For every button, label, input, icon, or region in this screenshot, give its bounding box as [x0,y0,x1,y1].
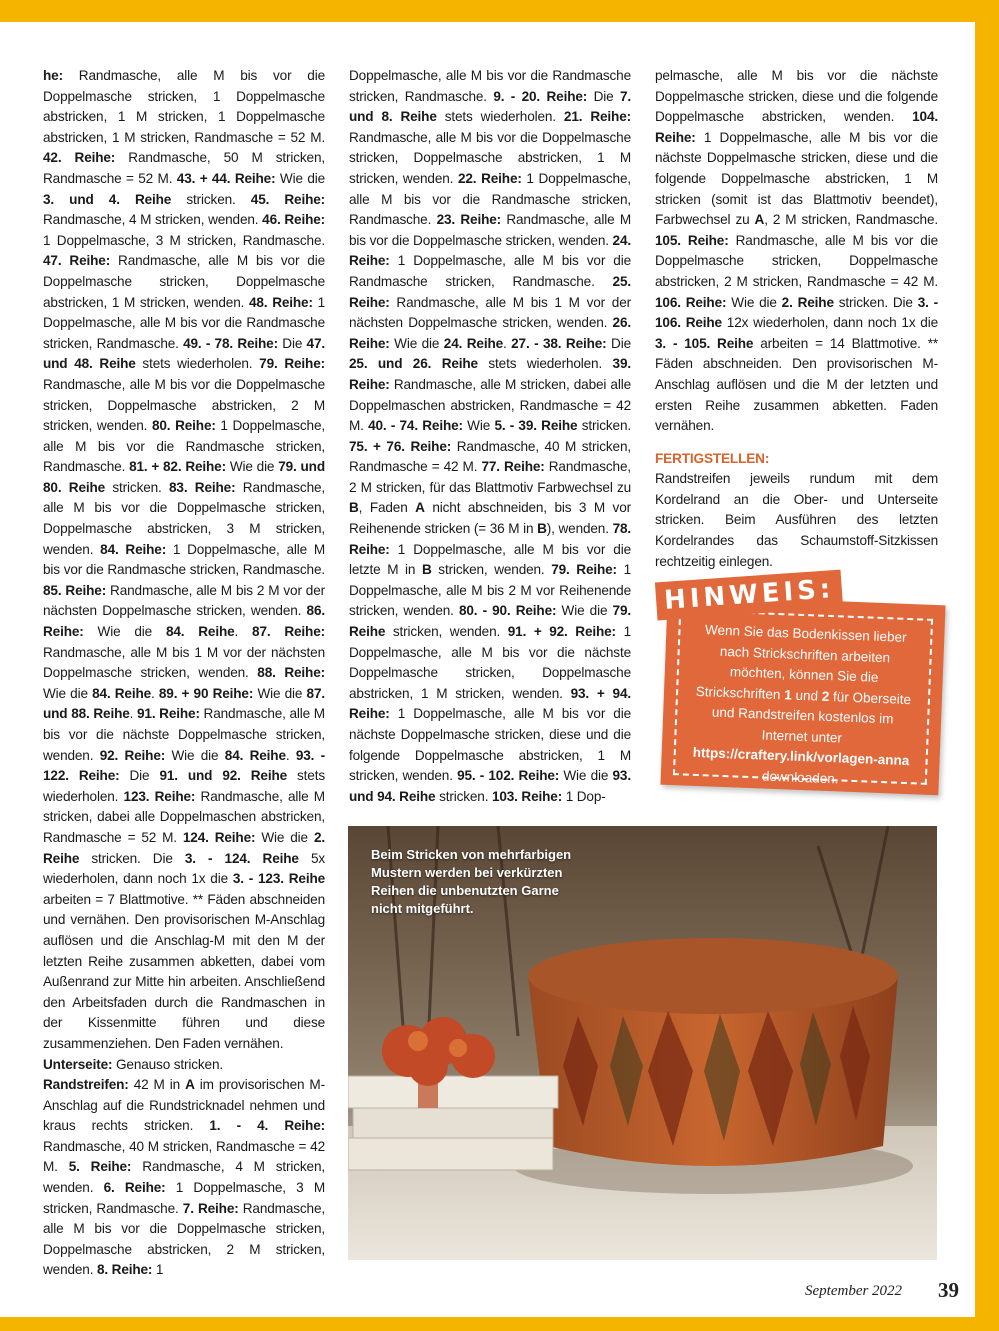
instruction-text: stricken. [577,418,632,434]
instruction-text: stets wiederholen. [436,109,564,125]
hint-text-part: downloaden. [761,767,839,786]
page-frame-top [0,0,999,22]
instruction-text: . [151,685,159,701]
instruction-text: Wie die [83,624,166,640]
row-label: B [537,521,547,537]
row-label: 79. Reihe [349,603,631,640]
instruction-text: 1 Doppelmasche, alle M bis vor die nächste Doppelmasche stricken, diese und die folgende Doppelmasche abstricken, 1 M stricken, wenden. [349,706,631,784]
row-label: 24. Reihe [443,335,504,351]
instruction-text: . [129,706,137,722]
instruction-text: . [503,335,512,351]
instruction-text: stets wiederholen. [135,356,260,372]
row-label: 80. - 90. Reihe: [458,603,557,619]
instruction-text: Randmasche, alle M bis vor die nächste Doppelmasche stricken, wenden. [43,706,325,763]
finishing-text: Randstreifen jeweils rundum mit dem Kordelrand an die Ober- und Unterseite stricken. Beim Ausführen des letzten Kordelrandes das Schaumstoff-Sitzkissen rechtzeitig einlegen. [655,471,938,569]
row-label: 89. + 90 Reihe: [158,685,254,701]
instruction-text: 1 Doppelmasche, alle M bis vor die Randmasche stricken, Randmasche. [43,418,325,475]
instruction-text: stricken, wenden. [431,562,552,578]
photo-caption: Beim Stricken von mehrfarbigen Mustern werden bei verkürzten Reihen die unbenutzten Garne nicht mitgeführt. [371,847,572,916]
instruction-text: Randmasche, alle M stricken, dabei alle Doppelmaschen abstricken, Randmasche = 52 M. [43,788,325,845]
row-label: 5. - 39. Reihe [494,418,578,434]
instruction-text: 1 Doppelmasche, alle M bis vor die letzte M in [349,541,631,578]
row-label: 123. Reihe: [123,788,196,804]
row-label: A [415,500,425,516]
row-label: 3. - 106. Reihe [655,294,938,331]
instruction-text: 1 Dop- [562,788,606,804]
instruction-text: Randmasche, 40 M stricken, Randmasche = 42 M. [43,1138,325,1175]
row-label: he: [43,68,63,83]
row-label: 77. Reihe: [481,459,545,475]
instruction-text: arbeiten = 7 Blattmotive. ** Fäden abschneiden und vernähen. Den provisorischen M-Anschlag auflösen und die Anschlag-M mit den M der letzten Reihe zusammen abketten, dabei vom Außenrand zur Mitte hin arbeiten. Anschließend den Arbeitsfaden durch die Randmaschen in der Kissenmitte führen und diese zusammenziehen. Den Faden vernähen. [43,891,325,1051]
hint-text-part: für Oberseite und Randstreifen kostenlos im Internet unter [711,688,912,746]
row-label: 2. Reihe [781,294,834,310]
instruction-text: stricken. [171,191,251,207]
instruction-text: stets wiederholen. [477,356,613,372]
row-label: 5. Reihe: [68,1159,132,1175]
row-label: 80. Reihe: [151,418,216,434]
instruction-text: Wie die [559,768,613,784]
instruction-text: Doppelmasche, alle M bis vor die Randmasche stricken, Randmasche. [349,68,631,104]
instruction-text: . [285,747,296,763]
row-label: 3. - 123. Reihe [232,871,326,887]
instruction-text: 1 Doppelmasche, alle M bis vor die nächste Doppelmasche stricken, Doppelmasche abstricken, 1 M stricken, wenden. [349,624,631,701]
row-label: A [185,1077,195,1093]
instruction-text: Randmasche, 50 M stricken, Randmasche = 52 M. [43,150,325,186]
instruction-text: stricken, wenden. [385,624,508,640]
row-label: 84. Reihe: [100,541,167,557]
instruction-text: Randmasche, 2 M stricken, für das Blattmotiv Farbwechsel zu [349,459,631,495]
row-label: 7. Reihe: [182,1200,239,1216]
instruction-text: Wie die [275,170,326,186]
row-label: 40. - 74. Reihe: [368,418,463,434]
hint-chart-number: 2 [821,688,830,704]
instruction-text: Randmasche, alle M bis 1 M vor der nächsten Doppelmasche stricken, wenden. [43,644,325,681]
row-label: 91. Reihe: [137,706,200,722]
hint-text [687,620,919,793]
instruction-text: Wie [462,418,495,434]
instruction-text: nicht abschneiden, bis 3 M vor Reihenende stricken (= 36 M in [349,500,631,537]
row-label: 106. Reihe: [655,294,727,310]
instruction-text: Randmasche, 4 M stricken, wenden. [43,212,263,228]
row-label: A [754,212,765,228]
row-label: B [421,562,432,578]
row-label: 42. Reihe: [43,150,116,166]
row-label: 75. + 76. Reihe: [349,438,452,454]
row-label: 124. Reihe: [182,829,256,845]
instruction-text: Genauso stricken. [112,1056,223,1072]
instruction-text: stets wiederholen. [43,768,325,804]
row-label: 87. Reihe: [252,624,325,640]
instruction-text: Wie die [165,747,225,763]
text-column-3 [655,66,938,572]
row-label: 25. und 26. Reihe [349,356,478,372]
instruction-text: Die [277,335,307,351]
instruction-text: 1 Doppelmasche, alle M bis vor die Randmasche stricken, Randmasche. [349,253,631,289]
column-3-instructions [655,66,938,437]
instruction-text: ), wenden. [546,521,613,537]
row-label: Unterseite: [43,1056,113,1072]
instruction-text: Wie die [556,603,613,619]
row-label: 95. - 102. Reihe: [457,768,560,784]
hint-text-part: Wenn Sie das Bodenkissen lieber nach Strickschriften arbeiten möchten, können Sie die Strickschriften [695,622,907,702]
row-label: 47. Reihe: [43,253,111,269]
row-label: 26. Reihe: [349,315,631,351]
instruction-text: , 2 M stricken, Randmasche. [764,212,938,228]
instruction-text: Randmasche, alle M bis vor die Doppelmasche stricken, Doppelmasche abstricken, 3 M stricken, wenden. [43,479,326,557]
instruction-text: Randmasche, alle M bis vor die Doppelmasche stricken, Doppelmasche abstricken, 2 M stricken, Randmasche = 42 M. [655,232,938,289]
row-label: 84. Reihe [224,747,286,763]
instruction-text: 12x wiederholen, dann noch 1x die [721,315,938,331]
instruction-text: Wie die [255,829,314,845]
row-label: 104. Reihe: [655,109,938,145]
row-label: 79. Reihe: [551,562,617,578]
row-label: 84. Reihe [165,624,235,640]
instruction-text: 42 M in [128,1077,186,1093]
instruction-text: Randmasche, alle M bis vor die Doppelmasche stricken, wenden. [349,212,631,248]
row-label: 105. Reihe: [655,232,729,248]
instruction-text: stricken. Die [833,294,918,310]
instruction-text: Randmasche, alle M bis vor die Doppelmasche stricken, 1 Doppelmasche abstricken, 1 M stricken, 1 Doppelmasche abstricken, 1 M stricken, Randmasche = 52 M. [43,68,325,145]
row-label: 24. Reihe: [349,232,631,269]
instruction-text: Wie die [389,335,444,351]
row-label: B [349,500,359,516]
row-label: 88. Reihe: [257,665,325,681]
row-label: 21. Reihe: [563,109,631,125]
row-label: 87. und 88. Reihe [43,685,325,722]
page-number: 39 [938,1278,959,1302]
row-label: 86. Reihe: [43,603,325,640]
hint-chart-number: 1 [783,686,793,703]
instruction-text: Die [587,88,620,104]
hint-link[interactable]: https://craftery.link/vorlagen-anna [692,744,910,769]
row-label: 48. Reihe: [249,294,313,310]
row-label: 92. Reihe: [99,747,166,763]
instruction-text: Randmasche, alle M stricken, dabei alle Doppelmaschen abstricken, Randmasche = 42 M. [349,376,631,434]
row-label: 93. + 94. Reihe: [349,685,632,722]
instruction-text: Randmasche, alle M bis 2 M vor der nächsten Doppelmasche stricken, wenden. [43,582,325,619]
instruction-text: 1 [152,1262,164,1278]
row-label: 78. Reihe: [349,521,632,557]
row-label: 23. Reihe: [436,212,502,228]
row-label: 103. Reihe: [491,788,563,804]
instruction-text: Randmasche, alle M bis 1 M vor der nächsten Doppelmasche stricken, wenden. [349,294,631,331]
row-label: 3. - 105. Reihe [655,335,754,351]
hint-text-part: und [791,687,823,704]
row-label: 84. Reihe [92,685,152,701]
instruction-text: Wie die [43,685,93,701]
instruction-text: Randmasche, 40 M stricken, Randmasche = 42 M. [349,438,631,475]
instruction-text: Randmasche, 4 M stricken, wenden. [43,1159,326,1196]
row-label: 3. und 4. Reihe [43,191,172,207]
row-label: 25. Reihe: [349,273,631,310]
instruction-text: Randmasche, alle M bis vor die Doppelmasche stricken, Doppelmasche abstricken, 1 M stricken, wenden. [349,129,631,186]
page-frame-bottom [0,1317,999,1331]
row-label: 93. und 94. Reihe [349,768,631,804]
row-label: 27. - 38. Reihe: [511,335,607,351]
row-label: 3. - 124. Reihe [184,850,299,866]
row-label: 81. + 82. Reihe: [129,459,226,475]
instruction-text: 1 Doppelmasche, 3 M stricken, Randmasche. [43,1180,325,1216]
instruction-text: 1 Doppelmasche, alle M bis 2 M vor Reihenende stricken, wenden. [349,562,631,619]
row-label: 22. Reihe: [457,170,522,186]
instruction-text: pelmasche, alle M bis vor die nächste Doppelmasche stricken, diese und die folgende Doppelmasche abstricken, wenden. [655,68,938,125]
row-label: 2. Reihe [43,829,325,866]
row-label: 6. Reihe: [103,1180,166,1196]
text-column-1 [43,66,325,1281]
instruction-text: Randmasche, alle M bis vor die Doppelmasche stricken, Doppelmasche abstricken, 2 M stricken, wenden. [43,376,325,434]
row-label: 91. + 92. Reihe: [507,624,616,640]
instruction-text: 1 Doppelmasche, alle M bis vor die Randmasche stricken, Randmasche. [43,541,326,578]
instruction-text: 1 Doppelmasche, 3 M stricken, Randmasche. [43,232,325,248]
hint-title: HINWEIS: [655,570,844,621]
instruction-text: Die [606,335,631,351]
instruction-text: 1 Doppelmasche, alle M bis vor die Randmasche stricken, Randmasche. [43,294,325,351]
text-column-2 [349,66,631,807]
row-label: 85. Reihe: [43,582,107,598]
instruction-text: stricken. [435,788,492,804]
instruction-text: 5x wiederholen, dann noch 1x die [43,850,326,887]
instruction-text: , Faden [358,500,416,516]
instruction-text: Die [119,768,160,784]
finishing-heading: FERTIGSTELLEN: [655,450,770,466]
row-label: Randstreifen: [43,1077,129,1093]
instruction-text: stricken. [105,479,170,495]
row-label: 83. Reihe: [169,479,236,495]
instruction-text: im provisorischen M-Anschlag auf die Rundstricknadel nehmen und kraus rechts stricken. [43,1077,325,1134]
row-label: 45. Reihe: [250,191,326,207]
row-label: 1. - 4. Reihe: [209,1118,325,1134]
instruction-text: 1 Doppelmasche, alle M bis vor die Randmasche stricken, Randmasche. [349,170,631,228]
row-label: 91. und 92. Reihe [159,768,288,784]
row-label: 43. + 44. Reihe: [176,170,276,186]
instruction-text: arbeiten = 14 Blattmotive. ** Fäden abschneiden. Den provisorischen M-Anschlag auflösen und die M der letzten und ersten Reihe zusammen abketten. Faden vernähen. [655,335,938,434]
row-label: 46. Reihe: [262,212,326,228]
row-label: 49. - 78. Reihe: [183,335,278,351]
row-label: 93. - 122. Reihe: [43,747,325,784]
instruction-text: Wie die [253,685,307,701]
row-label: 7. und 8. Reihe [349,88,631,125]
instruction-text: Wie die [225,459,279,475]
row-label: 8. Reihe: [96,1262,153,1278]
row-label: 39. Reihe: [349,356,631,392]
instruction-text: Wie die [726,294,782,310]
row-label: 47. und 48. Reihe [43,335,325,372]
row-label: 79. Reihe: [259,356,325,372]
instruction-text: Randmasche, alle M bis vor die Doppelmasche stricken, Doppelmasche abstricken, 1 M stricken, wenden. [43,253,325,310]
instruction-text: 1 Doppelmasche, alle M bis vor die nächste Doppelmasche stricken, diese und die folgende Doppelmasche abstricken, 1 M stricken (somit ist das Blattmotiv beendet), Farbwechsel zu [655,129,938,228]
instruction-text: stricken. Die [79,850,185,866]
row-label: 9. - 20. Reihe: [493,88,588,104]
instruction-text: . [234,624,253,640]
page-frame-right [975,0,999,1331]
footer-date: September 2022 [805,1283,903,1299]
row-label: 79. und 80. Reihe [43,459,325,495]
instruction-text: Randmasche, alle M bis vor die Doppelmasche stricken, Doppelmasche abstricken, 2 M stricken, wenden. [43,1200,325,1278]
